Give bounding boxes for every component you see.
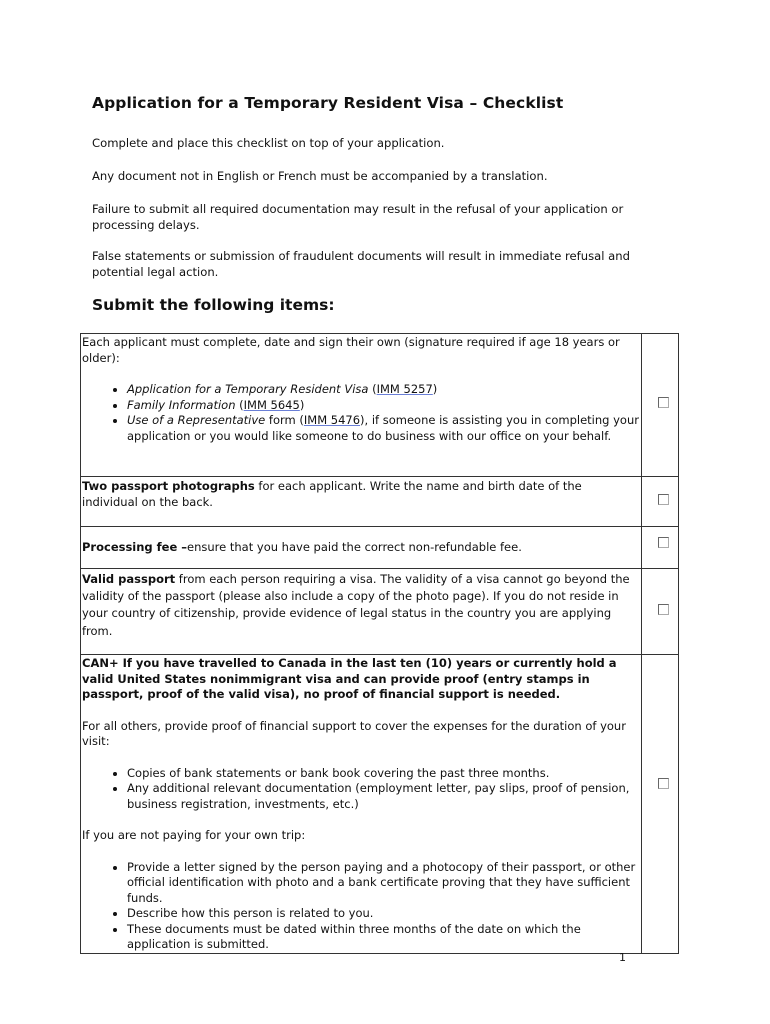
checklist-row: [81, 569, 679, 655]
checklist-row: [81, 477, 679, 527]
page-number: 1: [619, 951, 626, 964]
financial-proof-list: [82, 766, 641, 813]
form-link[interactable]: IMM 5257: [376, 382, 433, 396]
list-item: • Any additional relevant documentation (employment letter, pay slips, proof of pension, business registration, investments, etc.): [127, 781, 641, 812]
intro-paragraph: False statements or submission of fraudulent documents will result in immediate refusal and potential legal action.: [92, 249, 630, 279]
intro-paragraph: Any document not in English or French must be accompanied by a translation.: [92, 169, 548, 183]
sponsor-list: [82, 860, 641, 953]
checklist-table: [80, 333, 679, 954]
checklist-row: [81, 527, 679, 569]
checkbox-cell: [642, 334, 679, 477]
row-lead: Each applicant must complete, date and sign their own (signature required if age 18 years or older):: [82, 335, 620, 365]
checklist-row: [81, 334, 679, 477]
checkbox-cell: [642, 527, 679, 569]
list-item: • Provide a letter signed by the person paying and a photocopy of their passport, or other official identification with photo and a bank certificate proving that they have sufficient funds.: [127, 860, 641, 907]
row-description: Two passport photographs for each applicant. Write the name and birth date of the individual on the back.: [81, 477, 642, 527]
form-list: [82, 382, 641, 444]
section-heading: Submit the following items:: [92, 296, 335, 314]
form-link[interactable]: IMM 5645: [243, 397, 300, 412]
row-description: [81, 334, 642, 477]
list-item: • Application for a Temporary Resident Visa (IMM 5257): [127, 382, 641, 398]
form-link[interactable]: IMM 5476: [303, 413, 361, 427]
checkbox[interactable]: [658, 397, 669, 408]
list-item: • Use of a Representative form (IMM 5476), if someone is assisting you in completing your application or you would like someone to do business with our office on your behalf.: [127, 413, 641, 444]
list-item: • Copies of bank statements or bank book covering the past three months.: [127, 766, 641, 782]
checklist-row: [81, 655, 679, 954]
checkbox[interactable]: [658, 604, 669, 615]
row-description: Valid passport from each person requiring a visa. The validity of a visa cannot go beyond the validity of the passport (please also include a copy of the photo page). If you do not reside in your country of citizenship, provide evidence of legal status in the country you are applying from.: [81, 569, 642, 655]
row-description: Processing fee –ensure that you have paid the correct non-refundable fee.: [81, 527, 642, 569]
checkbox[interactable]: [658, 537, 669, 548]
list-item: • Describe how this person is related to you.: [127, 906, 641, 922]
checkbox[interactable]: [658, 494, 669, 505]
list-item: • These documents must be dated within three months of the date on which the application is submitted.: [127, 922, 641, 953]
checkbox-cell: [642, 477, 679, 527]
list-item: • Family Information (IMM 5645): [127, 398, 641, 414]
intro-paragraph: Complete and place this checklist on top of your application.: [92, 136, 445, 150]
intro-paragraph: Failure to submit all required documentation may result in the refusal of your application or processing delays.: [92, 202, 624, 232]
page-title: Application for a Temporary Resident Visa – Checklist: [92, 94, 564, 112]
row-description: CAN+ If you have travelled to Canada in the last ten (10) years or currently hold a valid United States nonimmigrant visa and can provide proof (entry stamps in passport, proof of the valid visa), no proof of financial support is needed. For all others, provide proof of financial support to cover the expenses for the duration of your visit: • Copies of bank statements or bank book covering the past three months. • Any additional relevant documentation (employment letter, pay slips, proof of pension, business registration, investments, etc.) If you are not paying for your own trip: • Provide a letter signed by the person paying and a photocopy of their passport, or other official identification with photo and a bank certificate proving that they have sufficient funds. • Describe how this person is related to you. • These documents must be dated within three months of the date on which the application is submitted.: [81, 655, 642, 954]
checkbox-cell: [642, 655, 679, 954]
checkbox-cell: [642, 569, 679, 655]
checkbox[interactable]: [658, 778, 669, 789]
